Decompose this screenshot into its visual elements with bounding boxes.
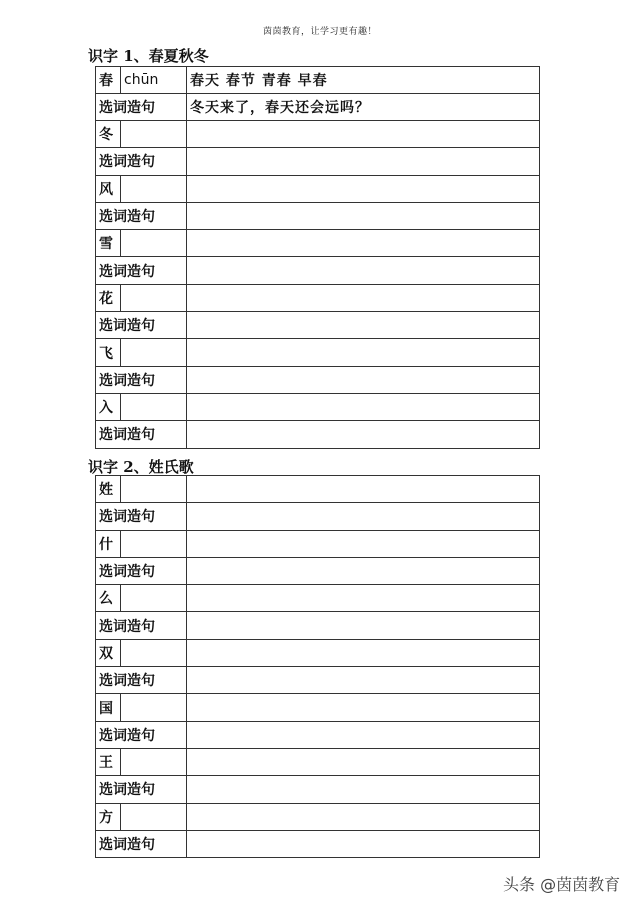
sentence-blank[interactable]: [187, 721, 540, 748]
sentence-row: [96, 421, 540, 448]
sentence-row: [96, 202, 540, 229]
words-blank[interactable]: [187, 639, 540, 666]
pinyin-blank[interactable]: [121, 284, 187, 311]
character-cell: 王: [96, 748, 121, 775]
practice-label: 选词造句: [96, 148, 187, 175]
practice-label: 选词造句: [96, 830, 187, 857]
char-row: [96, 230, 540, 257]
character-cell: 花: [96, 284, 121, 311]
pinyin-blank[interactable]: [121, 476, 187, 503]
section-1-table: [95, 66, 540, 449]
pinyin-blank[interactable]: [121, 748, 187, 775]
sentence-row: [96, 557, 540, 584]
sentence-row: [96, 503, 540, 530]
practice-label: 选词造句: [96, 366, 187, 393]
character-cell: 双: [96, 639, 121, 666]
sentence-blank[interactable]: [187, 557, 540, 584]
sentence-blank[interactable]: [187, 421, 540, 448]
sentence-blank[interactable]: [187, 830, 540, 857]
section-2-title: 识字 2、姓氏歌: [88, 458, 194, 476]
practice-label: 选词造句: [96, 557, 187, 584]
character-cell: 飞: [96, 339, 121, 366]
char-row: [96, 585, 540, 612]
words-cell: 春天 春节 青春 早春: [187, 67, 540, 94]
words-blank[interactable]: [187, 393, 540, 420]
words-blank[interactable]: [187, 694, 540, 721]
sentence-blank[interactable]: [187, 612, 540, 639]
words-blank[interactable]: [187, 476, 540, 503]
sentence-row: [96, 312, 540, 339]
sentence-row: [96, 830, 540, 857]
pinyin-blank[interactable]: [121, 530, 187, 557]
page-header: 茵茵教育，让学习更有趣！: [262, 27, 377, 37]
practice-label: 选词造句: [96, 421, 187, 448]
words-blank[interactable]: [187, 585, 540, 612]
words-blank[interactable]: [187, 121, 540, 148]
words-blank[interactable]: [187, 339, 540, 366]
char-row: [96, 639, 540, 666]
sentence-blank[interactable]: [187, 776, 540, 803]
pinyin-blank[interactable]: [121, 803, 187, 830]
pinyin-blank[interactable]: [121, 639, 187, 666]
char-row: [96, 530, 540, 557]
pinyin-blank[interactable]: [121, 175, 187, 202]
practice-label: 选词造句: [96, 612, 187, 639]
practice-label: 选词造句: [96, 94, 187, 121]
sentence-row: [96, 612, 540, 639]
sentence-row: [96, 667, 540, 694]
pinyin-blank[interactable]: [121, 230, 187, 257]
practice-label: 选词造句: [96, 503, 187, 530]
sentence-blank[interactable]: [187, 312, 540, 339]
char-row: [96, 803, 540, 830]
words-blank[interactable]: [187, 284, 540, 311]
char-row: [96, 393, 540, 420]
pinyin-blank[interactable]: [121, 121, 187, 148]
words-blank[interactable]: [187, 175, 540, 202]
character-cell: 什: [96, 530, 121, 557]
practice-label: 选词造句: [96, 257, 187, 284]
character-cell: 风: [96, 175, 121, 202]
character-cell: 国: [96, 694, 121, 721]
sentence-blank[interactable]: [187, 148, 540, 175]
sentence-row: [96, 94, 540, 121]
character-cell: 春: [96, 67, 121, 94]
character-cell: 入: [96, 393, 121, 420]
sentence-row: [96, 721, 540, 748]
section-1-title: 识字 1、春夏秋冬: [88, 47, 209, 65]
pinyin-blank[interactable]: [121, 694, 187, 721]
practice-label: 选词造句: [96, 312, 187, 339]
sentence-row: [96, 257, 540, 284]
words-blank[interactable]: [187, 230, 540, 257]
character-cell: 么: [96, 585, 121, 612]
character-cell: 姓: [96, 476, 121, 503]
practice-label: 选词造句: [96, 721, 187, 748]
pinyin-blank[interactable]: [121, 585, 187, 612]
char-row: [96, 748, 540, 775]
pinyin-cell: chūn: [121, 67, 187, 94]
sentence-row: [96, 366, 540, 393]
sentence-cell: 冬天来了，春天还会远吗？: [187, 94, 540, 121]
footer-watermark: 头条 @茵茵教育: [503, 875, 621, 894]
char-row: [96, 67, 540, 94]
char-row: [96, 476, 540, 503]
char-row: [96, 694, 540, 721]
practice-label: 选词造句: [96, 202, 187, 229]
pinyin-blank[interactable]: [121, 339, 187, 366]
practice-label: 选词造句: [96, 776, 187, 803]
practice-label: 选词造句: [96, 667, 187, 694]
character-cell: 方: [96, 803, 121, 830]
pinyin-blank[interactable]: [121, 393, 187, 420]
sentence-row: [96, 776, 540, 803]
sentence-blank[interactable]: [187, 366, 540, 393]
words-blank[interactable]: [187, 803, 540, 830]
sentence-blank[interactable]: [187, 667, 540, 694]
char-row: [96, 121, 540, 148]
sentence-blank[interactable]: [187, 202, 540, 229]
character-cell: 雪: [96, 230, 121, 257]
char-row: [96, 175, 540, 202]
section-2-table: [95, 475, 540, 858]
words-blank[interactable]: [187, 530, 540, 557]
sentence-blank[interactable]: [187, 257, 540, 284]
words-blank[interactable]: [187, 748, 540, 775]
char-row: [96, 284, 540, 311]
sentence-row: [96, 148, 540, 175]
character-cell: 冬: [96, 121, 121, 148]
sentence-blank[interactable]: [187, 503, 540, 530]
char-row: [96, 339, 540, 366]
